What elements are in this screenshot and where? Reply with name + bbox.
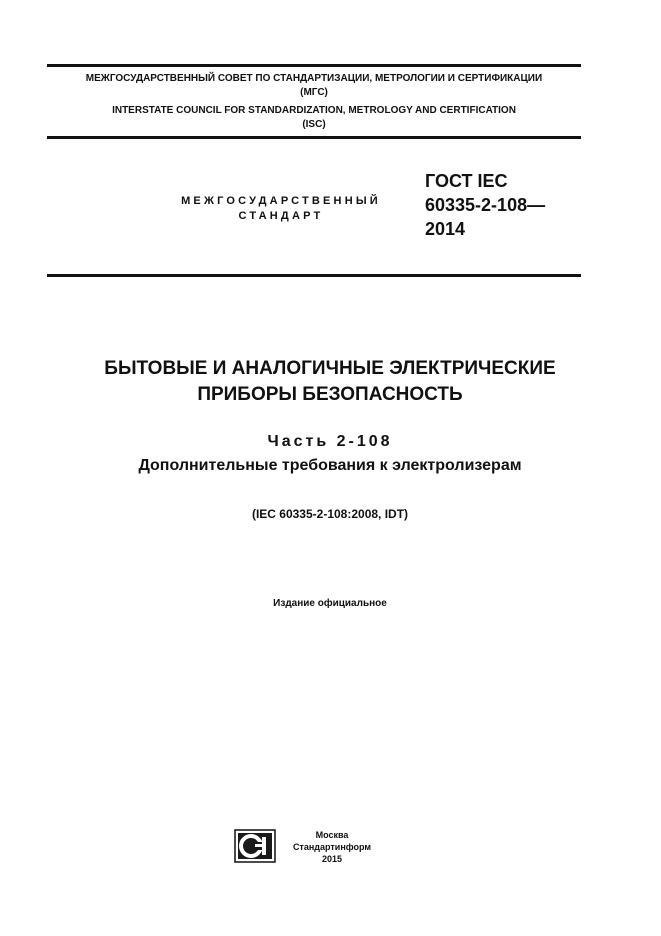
- designation-line3: 2014: [425, 219, 466, 239]
- publisher-name: Стандартинформ: [292, 842, 372, 852]
- title-line2: ПРИБОРЫ БЕЗОПАСНОСТЬ: [197, 384, 463, 405]
- standard-designation: [425, 169, 545, 241]
- council-abbr-en: (ISC): [302, 119, 326, 130]
- council-abbr-ru: (МГС): [300, 87, 328, 98]
- edition-note: Издание официальное: [273, 598, 387, 609]
- international-reference: (IEC 60335-2-108:2008, IDT): [251, 507, 409, 521]
- title-line1: БЫТОВЫЕ И АНАЛОГИЧНЫЕ ЭЛЕКТРИЧЕСКИЕ: [104, 358, 556, 379]
- publisher-year: 2015: [321, 854, 343, 864]
- council-name-ru: МЕЖГОСУДАРСТВЕННЫЙ СОВЕТ ПО СТАНДАРТИЗАЦИИ, МЕТРОЛОГИИ И СЕРТИФИКАЦИИ: [85, 73, 543, 84]
- council-name-en: INTERSTATE COUNCIL FOR STANDARDIZATION, METROLOGY AND CERTIFICATION: [112, 105, 516, 116]
- publisher-city: Москва: [315, 830, 349, 840]
- council-rule: [47, 136, 581, 139]
- designation-line1: ГОСТ IEC: [425, 171, 508, 191]
- header-bottom-rule: [47, 274, 581, 277]
- standard-kind-line1: МЕЖГОСУДАРСТВЕННЫЙ: [181, 195, 381, 207]
- top-rule: [47, 64, 581, 67]
- designation-line2: 60335-2-108—: [425, 195, 546, 215]
- part-subtitle: Дополнительные требования к электролизерам: [138, 457, 522, 474]
- standartinform-logo-icon: [234, 829, 276, 863]
- standard-kind-line2: СТАНДАРТ: [238, 210, 324, 222]
- part-number: Часть 2-108: [267, 433, 393, 450]
